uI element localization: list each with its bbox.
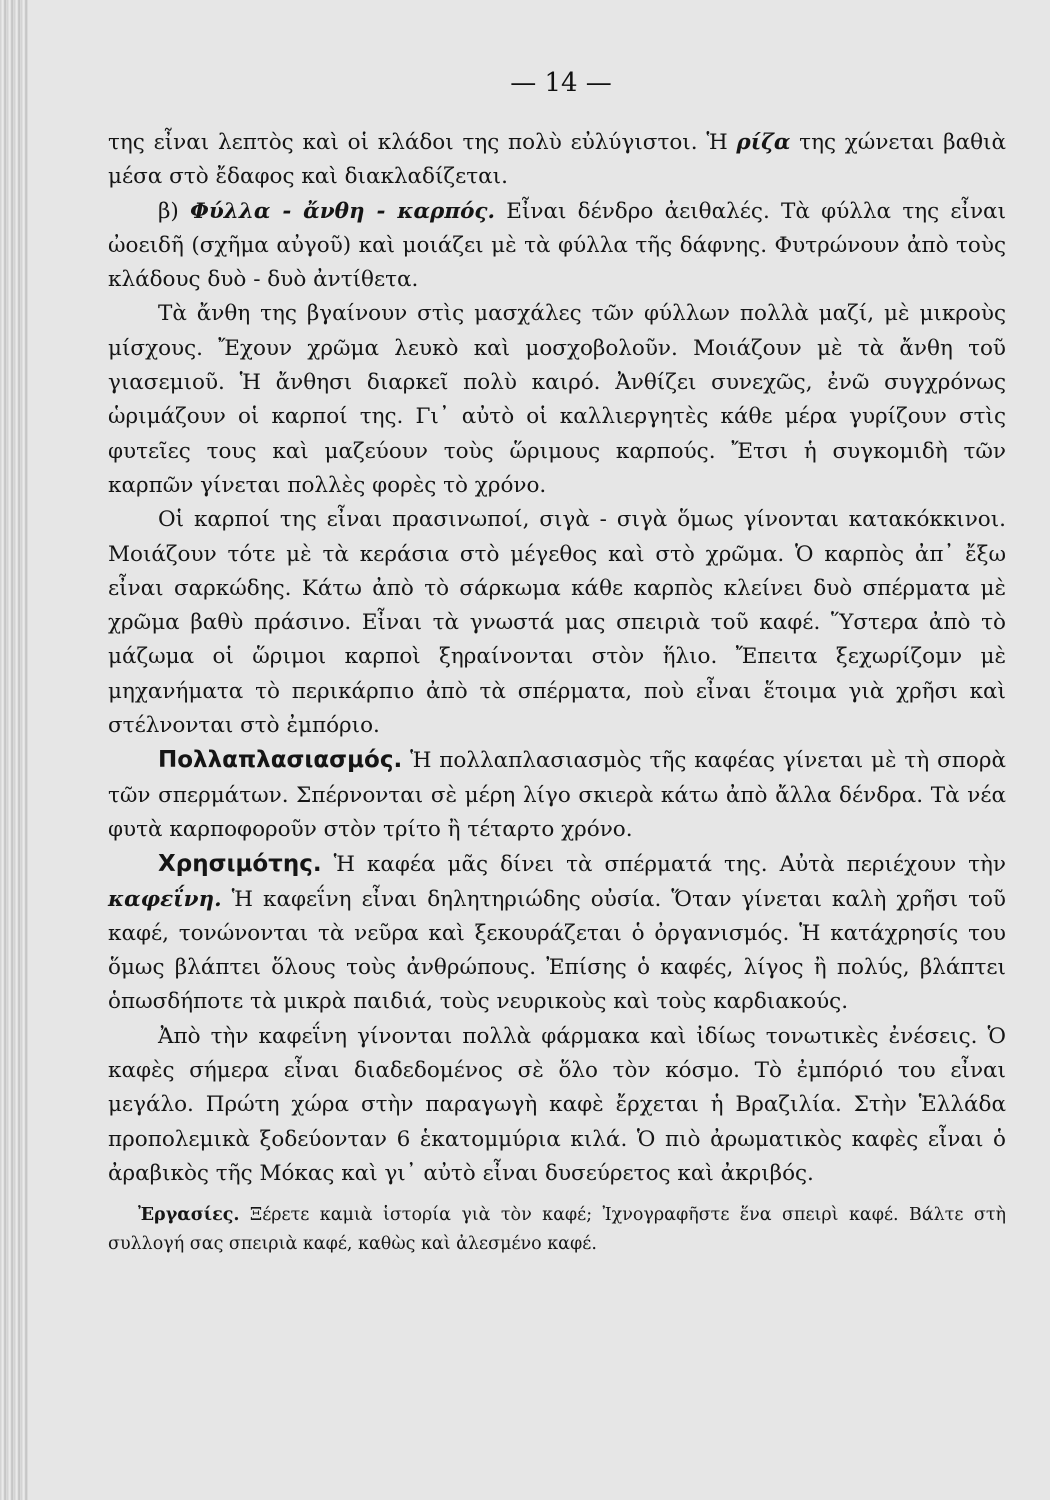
exercises-label: Ἐργασίες. bbox=[138, 1205, 240, 1226]
section-heading-leaves: Φύλλα - ἄνθη - καρπός. bbox=[190, 198, 495, 224]
caffeine-term: καφεΐνη. bbox=[108, 886, 222, 912]
stem-text: της εἶναι λεπτὸς καὶ οἱ κλάδοι της πολὺ εὐλύγιστοι. Ἡ bbox=[108, 130, 737, 155]
paragraph-flowers: Τὰ ἄνθη της βγαίνουν στὶς μασχάλες τῶν φύλλων πολλὰ μαζί, μὲ μικροὺς μίσχους. Ἔχουν χρῶμα λευκὸ καὶ μοσχοβολοῦν. Μοιάζουν μὲ τὰ ἄνθη τοῦ γιασεμιοῦ. Ἡ ἄνθησι διαρκεῖ πολὺ καιρό. Ἀνθίζει συνεχῶς, ἐνῶ συγχρόνως ὡριμάζουν οἱ καρποί της. Γι᾽ αὐτὸ οἱ καλλιεργητὲς κάθε μέρα γυρίζουν στὶς φυτεῖες τους καὶ μαζεύουν τοὺς ὥριμους καρπούς. Ἔτσι ἡ συγκομιδὴ τῶν καρπῶν γίνεται πολλὲς φορὲς τὸ χρόνο. bbox=[108, 301, 1006, 498]
page-number: — 14 — bbox=[510, 68, 612, 98]
stem-text-end: της χώνεται βαθιὰ μέσα στὸ ἔδαφος καὶ διακλαδίζεται. bbox=[108, 130, 1006, 190]
page-stack-edge bbox=[0, 0, 28, 1500]
root-term: ρίζα bbox=[736, 130, 791, 155]
section-heading-usefulness: Χρησιμότης. bbox=[158, 851, 322, 878]
paragraph-stem bbox=[108, 126, 1006, 195]
section-letter: β) bbox=[158, 198, 191, 224]
paragraph-leaves bbox=[108, 195, 1006, 298]
section-heading-propagation: Πολλαπλασιασμός. bbox=[158, 747, 403, 774]
page-body bbox=[108, 126, 1006, 1259]
leaves-text: Εἶναι δένδρο ἀειθαλές. Τὰ φύλλα της εἶναι ὠοειδῆ (σχῆμα αὐγοῦ) καὶ μοιάζει μὲ τὰ φύλλα τῆς δάφνης. Φυτρώνουν ἀπὸ τοὺς κλάδους δυὸ - δυὸ ἀντίθετα. bbox=[108, 198, 1006, 293]
usefulness-text-cont: Ἡ καφεΐνη εἶναι δηλητηριώδης οὐσία. Ὅταν γίνεται καλὴ χρῆσι τοῦ καφέ, τονώνονται τὰ νεῦρα καὶ ξεκουράζεται ὁ ὀργανισμός. Ἡ κατάχρησίς του ὅμως βλάπτει ὅλους τοὺς ἀνθρώπους. Ἐπίσης ὁ καφές, λίγος ἢ πολύς, βλάπτει ὁπωσδήποτε τὰ μικρὰ παιδιά, τοὺς νευρικοὺς καὶ τοὺς καρδιακούς. bbox=[108, 886, 1006, 1015]
usefulness-text: Ἡ καφέα μᾶς δίνει τὰ σπέρματά της. Αὐτὰ περιέχουν τὴν bbox=[321, 852, 1006, 878]
propagation-text: Ἡ πολλαπλασιασμὸς τῆς καφέας γίνεται μὲ τὴ σπορὰ τῶν σπερμάτων. Σπέρνονται σὲ μέρη λίγο σκιερὰ κάτω ἀπὸ ἄλλα δένδρα. Τὰ νέα φυτὰ καρποφοροῦν στὸν τρίτο ἢ τέταρτο χρόνο. bbox=[108, 748, 1006, 842]
paragraph-usefulness bbox=[108, 847, 1006, 1019]
paragraph-trade: Ἀπὸ τὴν καφεΐνη γίνονται πολλὰ φάρμακα καὶ ἰδίως τονωτικὲς ἐνέσεις. Ὁ καφὲς σήμερα εἶναι διαδεδομένος σὲ ὅλο τὸν κόσμο. Τὸ ἐμπόριό του εἶναι μεγάλο. Πρώτη χώρα στὴν παραγωγὴ καφὲ ἔρχεται ἡ Βραζιλία. Στὴν Ἑλλάδα προπολεμικὰ ξοδεύονταν 6 ἑκατομμύρια κιλά. Ὁ πιὸ ἀρωματικὸς καφὲς εἶναι ὁ ἀραβικὸς τῆς Μόκας καὶ γι᾽ αὐτὸ εἶναι δυσεύρετος καὶ ἀκριβός. bbox=[108, 1023, 1006, 1186]
paragraph-fruits: Οἱ καρποί της εἶναι πρασινωποί, σιγὰ - σιγὰ ὅμως γίνονται κατακόκκινοι. Μοιάζουν τότε μὲ τὰ κεράσια στὸ μέγεθος καὶ στὸ χρῶμα. Ὁ καρπὸς ἀπ᾽ ἔξω εἶναι σαρκώδης. Κάτω ἀπὸ τὸ σάρκωμα κάθε καρπὸς κλείνει δυὸ σπέρματα μὲ χρῶμα βαθὺ πράσινο. Εἶναι τὰ γνωστά μας σπειριὰ τοῦ καφέ. Ὕστερα ἀπὸ τὸ μάζωμα οἱ ὥριμοι καρποὶ ξηραίνονται στὸν ἥλιο. Ἔπειτα ξεχωρίζομν μὲ μηχανήματα τὸ περικάρπιο ἀπὸ τὰ σπέρματα, ποὺ εἶναι ἕτοιμα γιὰ χρῆσι καὶ στέλνονται στὸ ἐμπόριο. bbox=[108, 507, 1006, 739]
exercises-text: Ξέρετε καμιὰ ἱστορία γιὰ τὸν καφέ; Ἰχνογραφῆστε ἕνα σπειρὶ καφέ. Βάλτε στὴ συλλογή σας σπειριὰ καφέ, καθὼς καὶ ἀλεσμένο καφέ. bbox=[108, 1205, 1006, 1255]
paragraph-propagation bbox=[108, 743, 1006, 847]
exercises-paragraph bbox=[108, 1201, 1006, 1259]
